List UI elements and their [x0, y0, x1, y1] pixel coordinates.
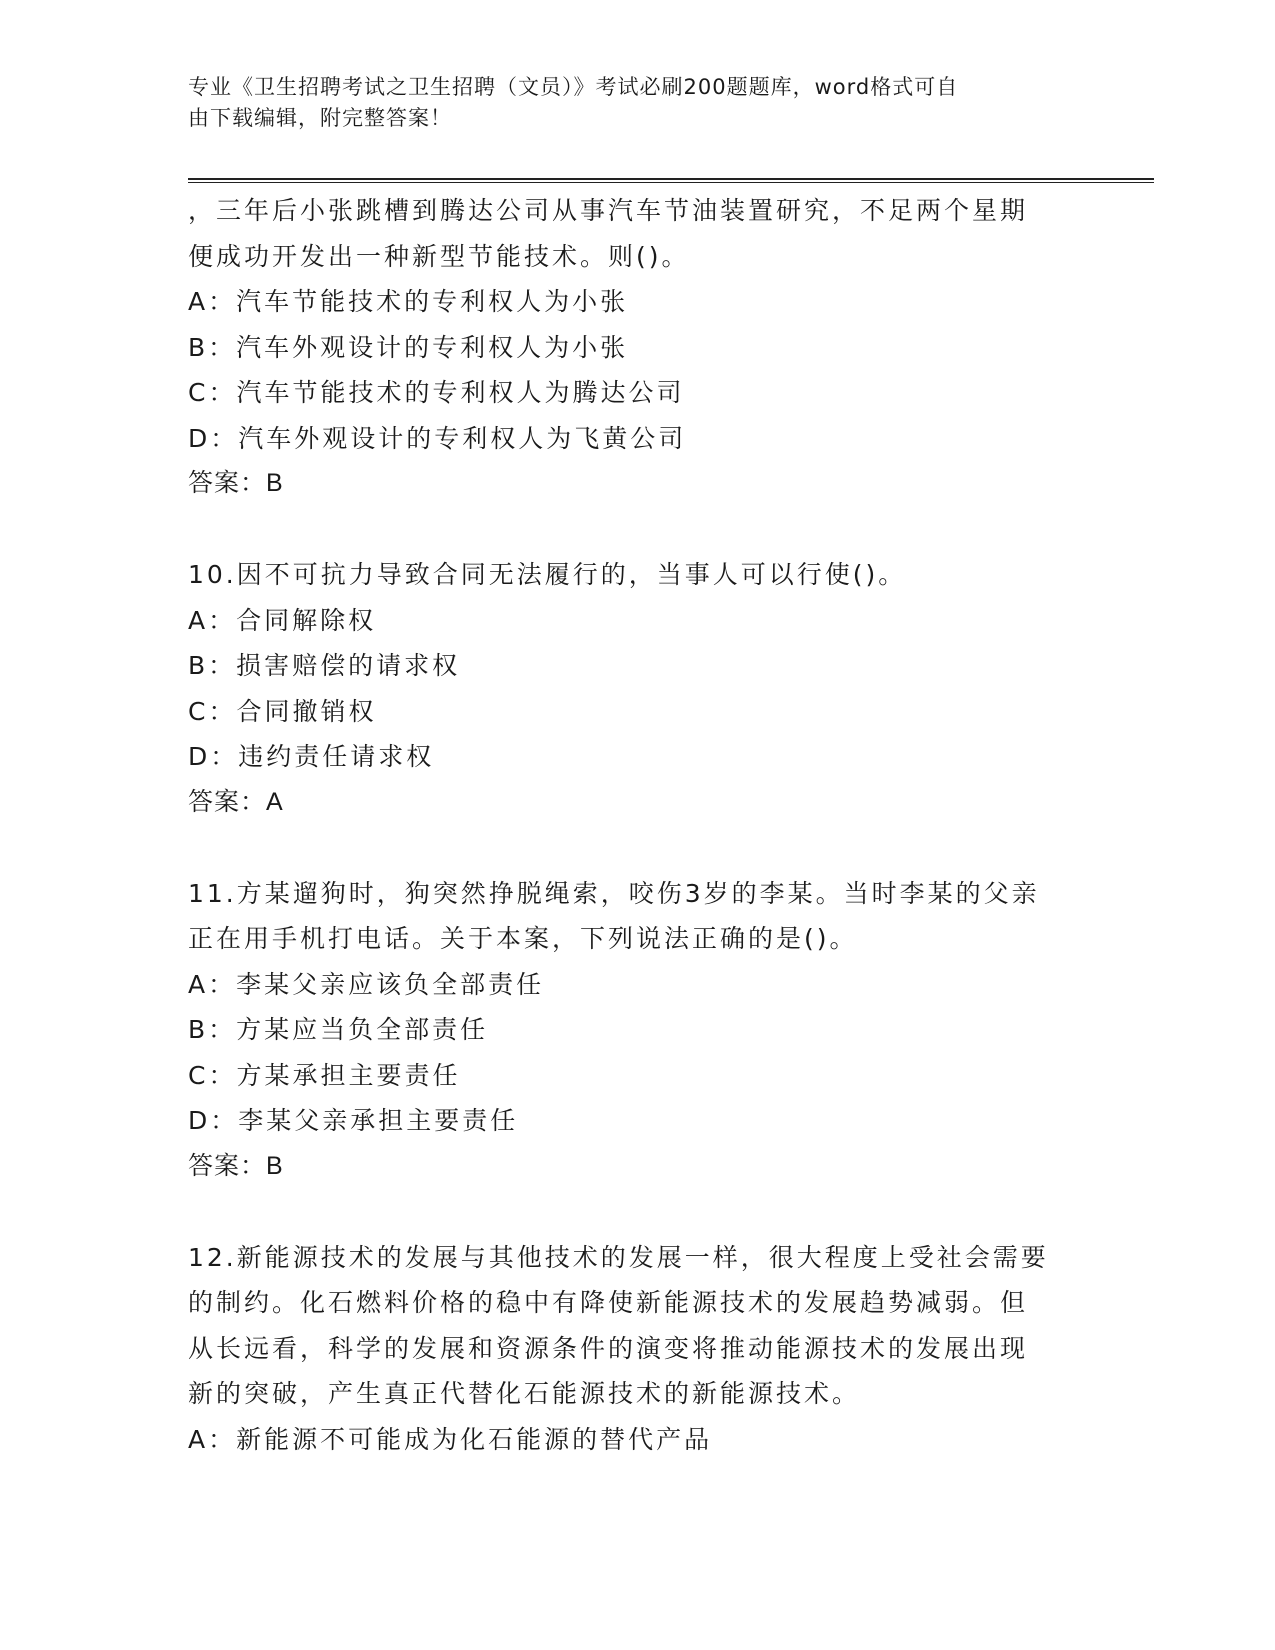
option-d: D：违约责任请求权	[188, 742, 435, 771]
option-d: D：汽车外观设计的专利权人为飞黄公司	[188, 423, 687, 453]
header-title-line-2: 由下载编辑，附完整答案！	[188, 106, 452, 130]
question-stem: 11.方某遛狗时，狗突然挣脱绳索，咬伤3岁的李某。当时李某的父亲	[188, 878, 1040, 908]
question-stem: 正在用手机打电话。关于本案，下列说法正确的是()。	[188, 924, 858, 953]
question-stem: 便成功开发出一种新型节能技术。则()。	[188, 241, 690, 271]
document-header	[188, 72, 1068, 134]
option-a: A：合同解除权	[188, 605, 377, 635]
option-c: C：方某承担主要责任	[188, 1060, 461, 1090]
answer-line: 答案：B	[188, 469, 284, 497]
question-stem: 的制约。化石燃料价格的稳中有降使新能源技术的发展趋势减弱。但	[188, 1288, 1029, 1317]
option-a: A：汽车节能技术的专利权人为小张	[188, 287, 629, 316]
option-a: A：李某父亲应该负全部责任	[188, 969, 545, 999]
question-stem: 12.新能源技术的发展与其他技术的发展一样，很大程度上受社会需要	[188, 1242, 1049, 1272]
question-11	[188, 871, 1088, 1190]
question-list	[188, 188, 1088, 1462]
question-stem: 从长远看，科学的发展和资源条件的演变将推动能源技术的发展出现	[188, 1333, 1029, 1363]
option-d: D：李某父亲承担主要责任	[188, 1106, 519, 1135]
question-stem: ，三年后小张跳槽到腾达公司从事汽车节油装置研究，不足两个星期	[188, 196, 1029, 225]
option-b: B：损害赔偿的请求权	[188, 651, 461, 680]
question-stem: 新的突破，产生真正代替化石能源技术的新能源技术。	[188, 1379, 861, 1408]
option-c: C：汽车节能技术的专利权人为腾达公司	[188, 378, 685, 407]
question-spacer	[188, 825, 1088, 871]
question-spacer	[188, 507, 1088, 553]
option-a: A：新能源不可能成为化石能源的替代产品	[188, 1424, 713, 1454]
option-c: C：合同撤销权	[188, 696, 377, 726]
answer-line: 答案：B	[188, 1151, 284, 1180]
question-9	[188, 188, 1088, 507]
question-12	[188, 1235, 1088, 1463]
option-b: B：汽车外观设计的专利权人为小张	[188, 332, 629, 362]
answer-line: 答案：A	[188, 787, 284, 816]
question-10	[188, 552, 1088, 825]
header-divider	[188, 178, 1154, 183]
question-spacer	[188, 1189, 1088, 1235]
option-b: B：方某应当负全部责任	[188, 1015, 489, 1044]
question-stem: 10.因不可抗力导致合同无法履行的，当事人可以行使()。	[188, 560, 907, 589]
header-title-line-1: 专业《卫生招聘考试之卫生招聘（文员）》考试必刷200题题库，word格式可自	[188, 75, 959, 99]
